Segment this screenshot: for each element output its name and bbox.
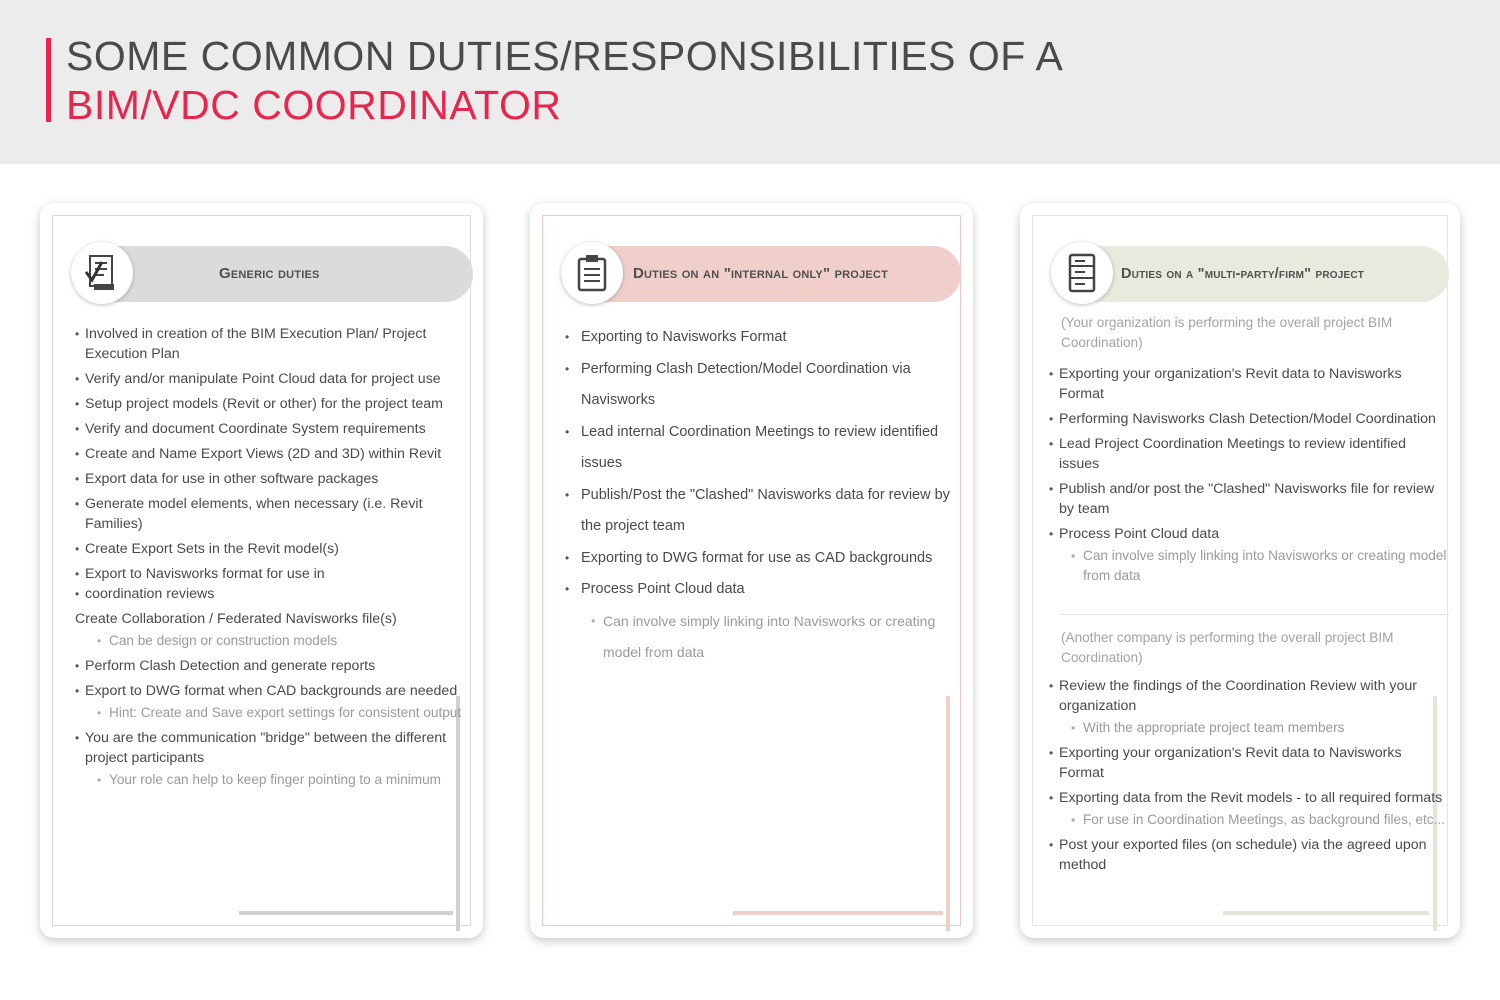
list-item: Create Collaboration / Federated Navisworks file(s) bbox=[75, 611, 397, 627]
list-item: • coordination reviews bbox=[75, 584, 475, 604]
list-item: • Create and Name Export Views (2D and 3D) within Revit bbox=[75, 444, 475, 464]
generic-duties-title: Generic duties bbox=[219, 265, 320, 282]
multi-party-list-own bbox=[1049, 364, 1449, 591]
card-inner-frame bbox=[1032, 215, 1448, 926]
list-item: • Verify and document Coordinate System requirements bbox=[75, 419, 475, 439]
internal-project-list bbox=[565, 322, 960, 669]
multi-party-duties-card bbox=[1020, 203, 1460, 938]
card-accent-bottom bbox=[239, 911, 453, 915]
list-item: • Verify and/or manipulate Point Cloud data for project use bbox=[75, 369, 475, 389]
server-stack-icon bbox=[1051, 242, 1113, 304]
list-item: • Exporting data from the Revit models - to all required formats bbox=[1049, 788, 1449, 808]
list-item: • Performing Navisworks Clash Detection/Model Coordination bbox=[1049, 409, 1449, 429]
list-item: • Publish/Post the "Clashed" Navisworks data for review by the project team bbox=[565, 480, 960, 543]
clipboard-icon bbox=[561, 242, 623, 304]
generic-duties-list bbox=[75, 324, 475, 795]
internal-project-duties-card bbox=[530, 203, 973, 938]
multi-party-title: Duties on a "multi-party/firm" project bbox=[1121, 266, 1365, 282]
document-checklist-icon bbox=[71, 242, 133, 304]
list-item: • Exporting your organization's Revit data to Navisworks Format bbox=[1049, 364, 1449, 404]
multi-party-header bbox=[1051, 246, 1449, 302]
list-item: • Involved in creation of the BIM Execution Plan/ Project Execution Plan bbox=[75, 324, 475, 364]
list-item: • Setup project models (Revit or other) for the project team bbox=[75, 394, 475, 414]
list-subitem: • Can involve simply linking into Navisworks or creating model from data bbox=[1049, 546, 1449, 586]
list-item: • Create Export Sets in the Revit model(s) bbox=[75, 539, 475, 559]
card-accent-side bbox=[946, 696, 950, 931]
list-item: • You are the communication "bridge" between the different project participants bbox=[75, 728, 475, 768]
page-title-line1: SOME COMMON DUTIES/RESPONSIBILITIES OF A bbox=[66, 33, 1064, 79]
list-item: • Post your exported files (on schedule) via the agreed upon method bbox=[1049, 835, 1449, 875]
list-subitem: • Can be design or construction models bbox=[75, 631, 475, 651]
list-item: • Exporting to DWG format for use as CAD backgrounds bbox=[565, 543, 960, 575]
section-divider bbox=[1059, 614, 1449, 615]
list-item: • Process Point Cloud data bbox=[1049, 524, 1449, 544]
list-item: • Exporting to Navisworks Format bbox=[565, 322, 960, 354]
list-item: • Export to DWG format when CAD backgrounds are needed bbox=[75, 681, 475, 701]
list-subitem: • Your role can help to keep finger pointing to a minimum bbox=[75, 770, 475, 790]
generic-duties-card bbox=[40, 203, 483, 938]
list-subitem: • With the appropriate project team members bbox=[1049, 718, 1449, 738]
internal-project-header bbox=[561, 246, 961, 302]
list-item: • Review the findings of the Coordination Review with your organization bbox=[1049, 676, 1449, 716]
list-subitem: • Hint: Create and Save export settings for consistent output bbox=[75, 703, 475, 723]
list-item: • Process Point Cloud data bbox=[565, 574, 960, 606]
list-subitem: • Can involve simply linking into Navisworks or creating model from data bbox=[565, 606, 960, 669]
title-accent-bar bbox=[46, 38, 51, 122]
generic-duties-header bbox=[71, 246, 473, 302]
page-title-line2: BIM/VDC COORDINATOR bbox=[66, 82, 562, 128]
header-banner bbox=[0, 0, 1500, 164]
list-item: • Lead Project Coordination Meetings to review identified issues bbox=[1049, 434, 1449, 474]
list-item: • Export data for use in other software packages bbox=[75, 469, 475, 489]
card-inner-frame bbox=[52, 215, 471, 926]
card-accent-bottom bbox=[733, 911, 943, 915]
card-inner-frame bbox=[542, 215, 961, 926]
list-item: • Lead internal Coordination Meetings to review identified issues bbox=[565, 417, 960, 480]
note-own-organization: (Your organization is performing the overall project BIM Coordination) bbox=[1061, 315, 1393, 350]
list-item: • Publish and/or post the "Clashed" Navisworks file for review by team bbox=[1049, 479, 1449, 519]
list-subitem: • For use in Coordination Meetings, as background files, etc... bbox=[1049, 810, 1449, 830]
card-accent-bottom bbox=[1223, 911, 1429, 915]
list-item: • Export to Navisworks format for use in bbox=[75, 564, 475, 584]
list-item: • Generate model elements, when necessary (i.e. Revit Families) bbox=[75, 494, 475, 534]
multi-party-list-other bbox=[1049, 676, 1449, 880]
list-item: • Perform Clash Detection and generate reports bbox=[75, 656, 475, 676]
internal-project-title: Duties on an "internal only" project bbox=[633, 265, 888, 282]
list-item: • Performing Clash Detection/Model Coordination via Navisworks bbox=[565, 354, 960, 417]
note-another-company: (Another company is performing the overall project BIM Coordination) bbox=[1061, 630, 1394, 665]
list-item: • Exporting your organization's Revit data to Navisworks Format bbox=[1049, 743, 1449, 783]
